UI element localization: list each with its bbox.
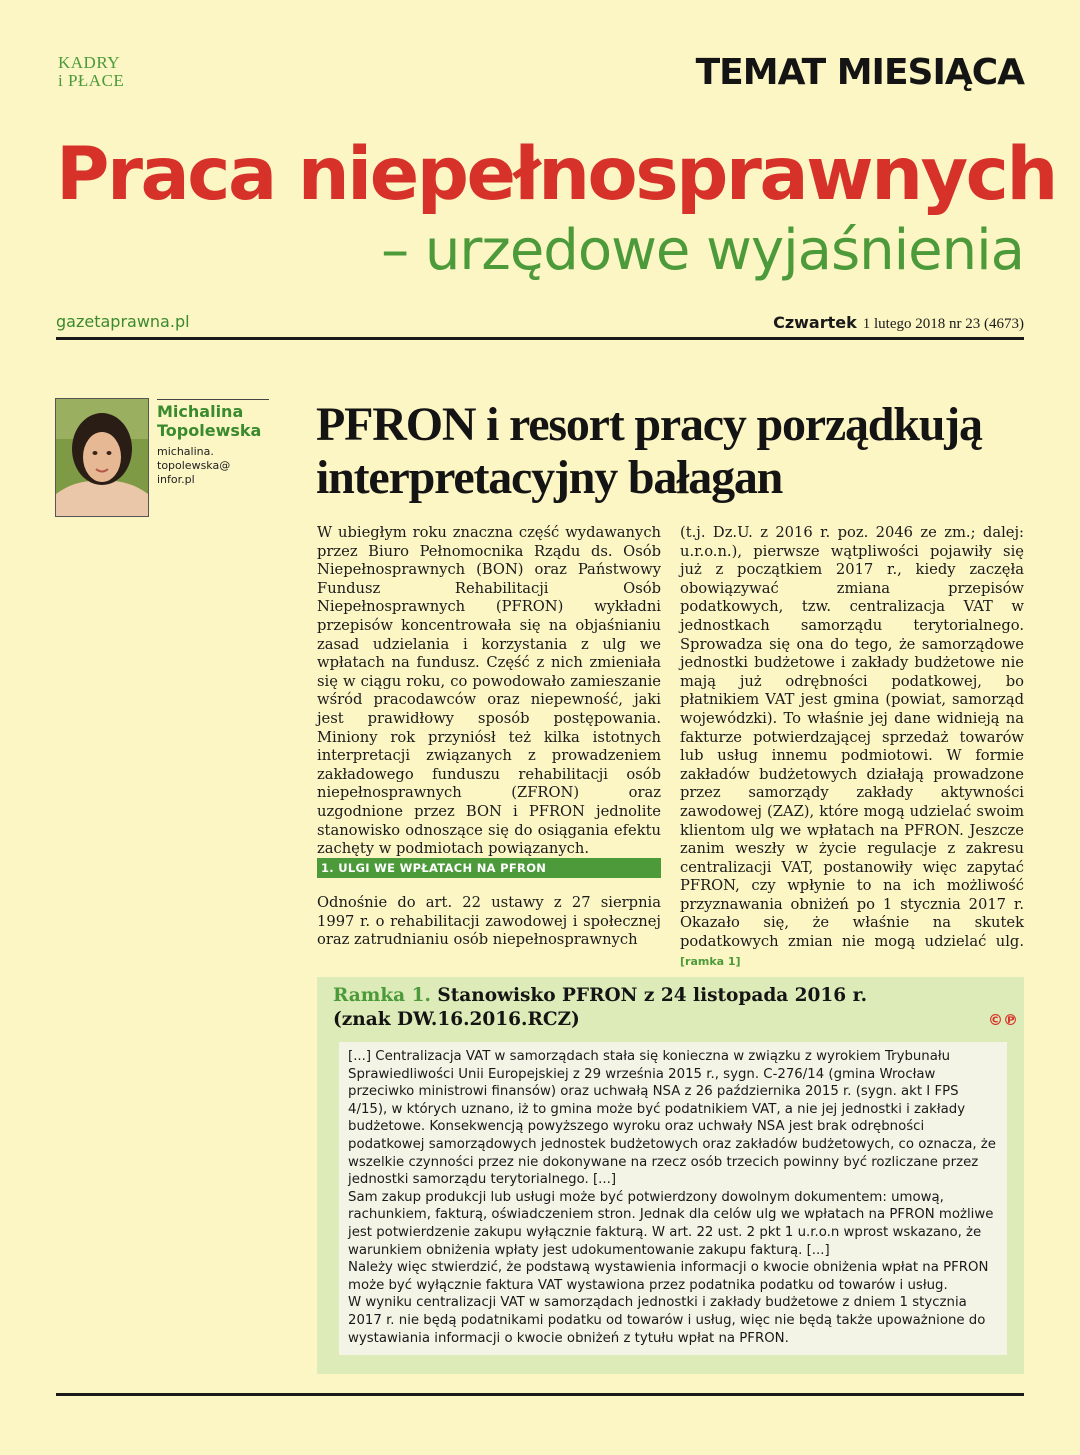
quote-paragraph: Należy więc stwierdzić, że podstawą wystawienia informacji o kwocie obniżenia wpłat na PFRON może być wyłącznie faktura VAT wystawiona przez podatnika podatku od towarów i usług. bbox=[348, 1260, 989, 1293]
column-2-text: (t.j. Dz.U. z 2016 r. poz. 2046 ze zm.; dalej: u.r.o.n.), pierwsze wątpliwości pojawiły się już z początkiem 2017 r., kiedy zaczęła obowiązywać zmiana przepisów podatkowych, tzw. centralizacja VAT w jednostkach samorządu terytorialnego. Sprowadza się ona do tego, że samorządowe jednostki budżetowe i zakłady budżetowe nie mają już odrębności podatkowej, bo płatnikiem VAT jest gmina (powiat, samorząd wojewódzki). To właśnie jej dane widnieją na fakturze potwierdzającej sprzedaż towarów lub usług innemu podmiotowi. W formie zakładów budżetowych działają prowadzone przez samorządy zakłady aktywności zawodowej (ZAZ), które mogą udzielać swoim klientom ulg we wpłatach na PFRON. Jeszcze zanim weszły w życie regulacje z zakresu centralizacji VAT, postanowiły więc zapytać PFRON, czy wpłynie to na ich możliwość przyznawania obniżeń po 1 stycznia 2017 r. Okazało się, że właśnie na skutek podatkowych zmian nie mogą udzielać ulg. bbox=[680, 524, 1024, 951]
article-intro: W ubiegłym roku znaczna część wydawanych przez Biuro Pełnomocnika Rządu ds. Osób Niepełnosprawnych (BON) oraz Państwowy Fundusz Rehabilitacji Osób Niepełnosprawnych (PFRON) wykładni przepisów koncentrowała się na objaśnianiu zasad udzielania i korzystania z ulg we wpłatach na fundusz. Część z nich zmieniała się w ciągu roku, co powodowało zamieszanie wśród pracodawców oraz niepewność, jaki jest prawidłowy sposób postępowania. Miniony rok przyniósł też kilka istotnych interpretacji związanych z prowadzeniem zakładowego funduszu rehabilitacji osób niepełnosprawnych (ZFRON) oraz uzgodnione przez BON i PFRON jednolite stanowisko odnoszące się do osiągania efektu zachęty w podmiotach powiązanych. bbox=[317, 524, 661, 858]
author-divider bbox=[157, 399, 269, 400]
box-reference-link[interactable]: [ramka 1] bbox=[680, 954, 741, 968]
author-email-line2: topolewska@ bbox=[157, 459, 231, 472]
header-divider bbox=[56, 337, 1024, 340]
section-tag bbox=[58, 54, 148, 90]
quote-paragraph: [...] Centralizacja VAT w samorządach stała się konieczna w związku z wyrokiem Trybunału Sprawiedliwości Unii Europejskiej z 29 września 2015 r., sygn. C-276/14 (gmina Wrocław przeciwko ministrowi finansów) oraz uchwałą NSA z 26 października 2015 r. (sygn. akt I FPS 4/15), w których uznano, iż to gmina może być podatnikiem VAT, a nie jej jednostki i zakłady budżetowe. Konsekwencją powyższego wyroku oraz uchwały NSA jest brak odrębności podatkowej samorządowych jednostek budżetowych oraz zakładów budżetowych, co oznacza, że wszelkie czynności przez nie dokonywane na rzecz osób trzecich powinny być rozliczane przez jednostki samorządu terytorialnego. [...] bbox=[348, 1049, 996, 1188]
author-email[interactable] bbox=[157, 445, 267, 487]
author-last-name: Topolewska bbox=[157, 421, 262, 440]
issue-day: Czwartek bbox=[773, 313, 857, 332]
info-box-title-line1: Stanowisko PFRON z 24 listopada 2016 r. bbox=[437, 985, 868, 1006]
quote-paragraph: Sam zakup produkcji lub usługi może być potwierdzony dowolnym dokumentem: umową, rachunkiem, fakturą, oświadczeniem stron. Jednak dla celów ulg we wpłatach na PFRON możliwe jest potwierdzenie zakupu wyłącznie fakturą. W art. 22 ust. 2 pkt 1 u.r.o.n wprost wskazano, że warunkiem obniżenia wpłaty jest udokumentowanie zakupu fakturą. [...] bbox=[348, 1189, 994, 1258]
footer-divider bbox=[56, 1393, 1024, 1396]
info-box-title bbox=[333, 984, 973, 1032]
article-column-2 bbox=[680, 524, 1024, 971]
author-email-line3: infor.pl bbox=[157, 473, 195, 486]
author-email-line1: michalina. bbox=[157, 445, 214, 458]
author-photo bbox=[55, 398, 149, 517]
issue-info bbox=[773, 313, 1024, 333]
section-tag-line2: i PŁACE bbox=[58, 71, 125, 90]
author-portrait-image bbox=[56, 399, 148, 516]
sub-headline: – urzędowe wyjaśnienia bbox=[381, 218, 1024, 283]
topic-label: TEMAT MIESIĄCA bbox=[695, 52, 1024, 93]
info-box-label: Ramka 1. bbox=[333, 985, 431, 1006]
website-link[interactable]: gazetaprawna.pl bbox=[56, 312, 190, 331]
author-name bbox=[157, 402, 277, 440]
info-box-quote bbox=[348, 1048, 1000, 1347]
issue-details: 1 lutego 2018 nr 23 (4673) bbox=[862, 316, 1024, 332]
article-title: PFRON i resort pracy porządkują interpretacyjny bałagan bbox=[316, 398, 982, 504]
main-headline: Praca niepełnosprawnych bbox=[56, 132, 1056, 217]
author-first-name: Michalina bbox=[157, 402, 244, 421]
section-tag-line1: KADRY bbox=[58, 53, 121, 72]
copyright-icon: ©℗ bbox=[988, 1011, 1018, 1029]
section-heading: 1. ULGI WE WPŁATACH NA PFRON bbox=[317, 858, 661, 878]
quote-paragraph: W wyniku centralizacji VAT w samorządach jednostki i zakłady budżetowe z dniem 1 stycznia 2017 r. nie będą podatnikami podatku od towarów i usług, więc nie będą także upoważnione do wystawiania informacji o kwocie obniżeń z tytułu wpłat na PFRON. bbox=[348, 1295, 986, 1346]
info-box-title-line2: (znak DW.16.2016.RCZ) bbox=[333, 1009, 580, 1030]
section-text: Odnośnie do art. 22 ustawy z 27 sierpnia 1997 r. o rehabilitacji zawodowej i społecznej oraz zatrudnianiu osób niepełnosprawnych bbox=[317, 894, 661, 949]
